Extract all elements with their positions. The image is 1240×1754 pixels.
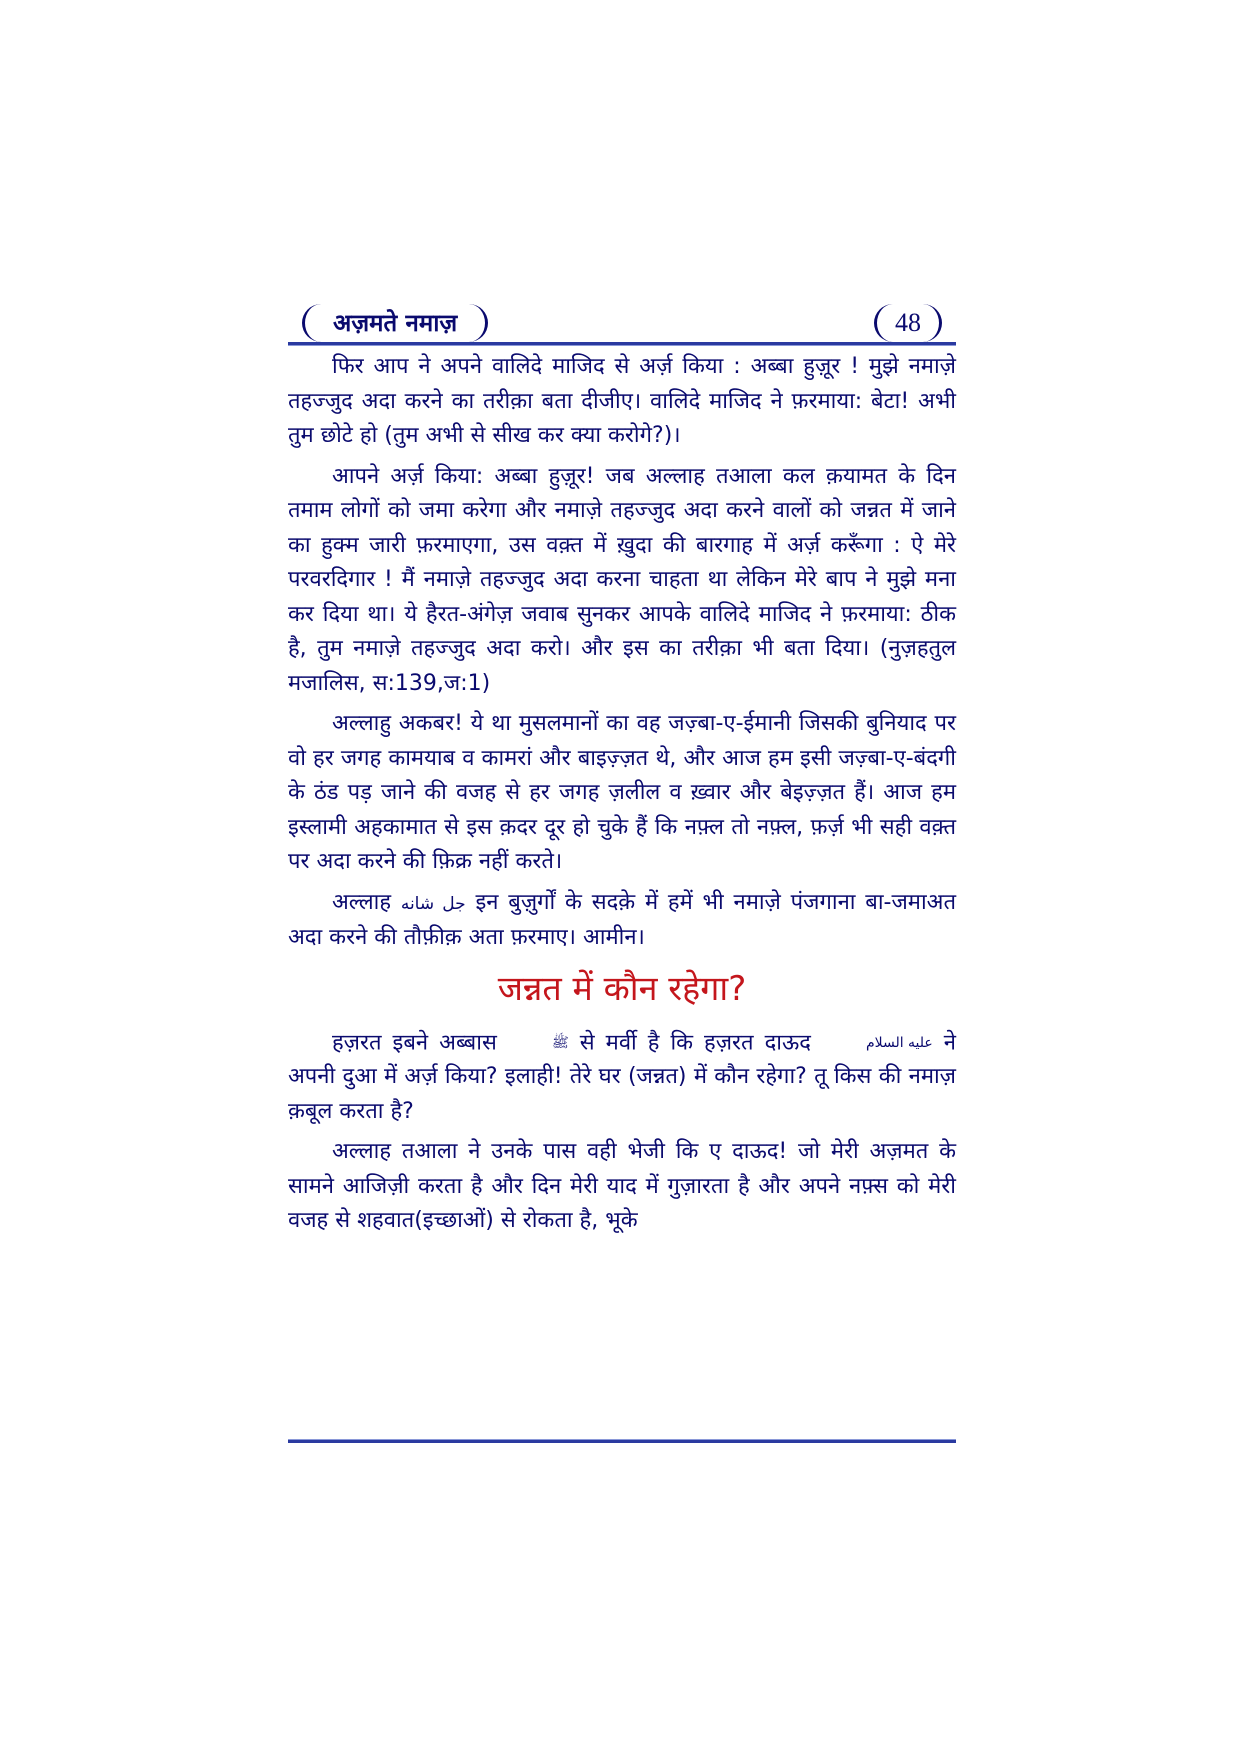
page-number: 48 (874, 304, 942, 342)
paragraph-4 (288, 886, 956, 956)
section-heading: जन्नत में कौन रहेगा? (497, 968, 747, 1009)
header-rule (288, 342, 956, 346)
body-text (288, 350, 956, 1245)
running-title: अज़मते नमाज़ (302, 304, 488, 342)
paragraph-1: फिर आप ने अपने वालिदे माजिद से अर्ज़ किया : अब्बा हुज़ूर ! मुझे नमाज़े तहज्जुद अदा करने का तरीक़ा बता दीजीए। वालिदे माजिद ने फ़रमाया: बेटा! अभी तुम छोटे हो (तुम अभी से सीख कर क्या करोगे?)। (288, 354, 956, 448)
paragraph-5-c: ने अपनी दुआ में अर्ज़ किया? इलाही! तेरे घर (जन्नत) में कौन रहेगा? तू किस की नमाज़ क़बूल करता है? (288, 1029, 957, 1124)
paragraph-4-end: इन बुज़ुर्गों के सदक़े में हमें भी नमाज़े पंजगाना बा-जमाअत अदा करने की तौफ़ीक़ अता फ़रमाए। आमीन। (288, 889, 956, 950)
paragraph-5-a: हज़रत इबने अब्बास (332, 1029, 497, 1055)
paragraph-6: अल्लाह तआला ने उनके पास वही भेजी कि ए दाऊद! जो मेरी अज़मत के सामने आजिज़ी करता है और दिन मेरी याद में गुज़ारता है और अपने नफ़्स को मेरी वजह से शहवात(इच्छाओं) से रोकता है, भूके (288, 1139, 956, 1234)
paragraph-3: अल्लाहु अकबर! ये था मुसलमानों का वह जज़्बा-ए-ईमानी जिसकी बुनियाद पर वो हर जगह कामयाब व कामरां और बाइज़्ज़त थे, और आज हम इसी जज़्बा-ए-बंदगी के ठंड पड़ जाने की वजह से हर जगह ज़लील व ख़्वार और बेइज़्ज़त हैं। आज हम इस्लामी अहकामात से इस क़दर दूर हो चुके हैं कि नफ़्ल तो नफ़्ल, फ़र्ज़ भी सही वक़्त पर अदा करने की फ़िक्र नहीं करते। (288, 711, 956, 874)
page-header (288, 304, 956, 346)
honorific-icon-2: عليه السلام (865, 1034, 933, 1051)
paragraph-4-start: अल्लाह (332, 889, 392, 915)
honorific-icon-1: ﷺ (551, 1034, 569, 1051)
paragraph-2: आपने अर्ज़ किया: अब्बा हुज़ूर! जब अल्लाह तआला कल क़यामत के दिन तमाम लोगों को जमा करेगा और नमाज़े तहज्जुद अदा करने वालों को जन्नत में जाने का हुक्म जारी फ़रमाएगा, उस वक़्त में ख़ुदा की बारगाह में अर्ज़ करूँगा : ऐ मेरे परवरदिगार ! मैं नमाज़े तहज्जुद अदा करना चाहता था लेकिन मेरे बाप ने मुझे मना कर दिया था। ये हैरत-अंगेज़ जवाब सुनकर आपके वालिदे माजिद ने फ़रमाया: ठीक है, तुम नमाज़े तहज्जुद अदा करो। और इस का तरीक़ा भी बता दिया। (नुज़हतुल मजालिस, स:139,ज:1) (288, 463, 956, 696)
paragraph-5 (288, 1026, 956, 1130)
paragraph-5-b: से मर्वी है कि हज़रत दाऊद (579, 1029, 811, 1055)
arabic-phrase: جل شانه (400, 893, 466, 914)
footer-rule (288, 1439, 956, 1443)
